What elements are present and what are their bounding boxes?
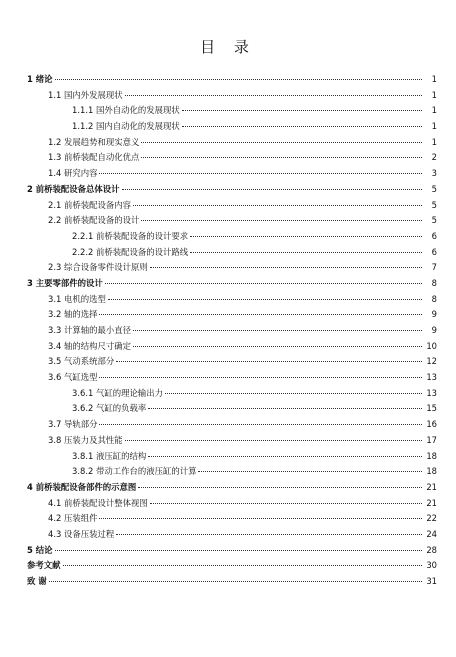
- toc-entry[interactable]: [0, 72, 456, 88]
- toc-entry[interactable]: [0, 496, 456, 512]
- toc-entry-label: 致 谢: [27, 576, 47, 586]
- toc-entry-page-number: 1: [431, 74, 437, 84]
- toc-dot-leader: [99, 518, 422, 519]
- toc-dot-leader: [63, 565, 423, 566]
- toc-dot-leader: [55, 550, 423, 551]
- toc-dot-leader: [138, 487, 422, 488]
- toc-entry-label: 3.5 气动系统部分: [48, 356, 115, 367]
- toc-dot-leader: [99, 424, 422, 425]
- toc-entry-page-number: 22: [426, 513, 437, 524]
- toc-dot-leader: [99, 314, 422, 315]
- toc-entry[interactable]: [0, 354, 456, 370]
- toc-entry[interactable]: [0, 166, 456, 182]
- toc-entry[interactable]: [0, 150, 456, 166]
- toc-entry-label: 3.6 气缸选型: [48, 372, 98, 383]
- toc-entry[interactable]: [0, 229, 456, 245]
- toc-entry-page-number: 8: [431, 277, 437, 288]
- toc-dot-leader: [125, 440, 422, 441]
- toc-entry-page-number: 18: [426, 466, 437, 477]
- toc-entry-page-number: 31: [426, 576, 437, 586]
- toc-entry-label: 3 主要零部件的设计: [27, 277, 103, 288]
- toc-entry-page-number: 30: [426, 560, 437, 571]
- toc-entry[interactable]: [0, 213, 456, 229]
- toc-entry-page-number: 6: [431, 230, 437, 241]
- toc-entry-label: 3.8 压装力及其性能: [48, 434, 123, 445]
- toc-entry-page-number: 24: [426, 528, 437, 539]
- toc-entry-label: 2.3 综合设备零件设计原则: [48, 262, 148, 273]
- toc-entry-label: 1 绪论: [27, 74, 53, 84]
- toc-entry-label: 5 结论: [27, 544, 53, 555]
- toc-entry-label: 1.1 国内外发展现状: [48, 89, 123, 100]
- toc-entry-page-number: 13: [426, 372, 437, 383]
- toc-entry[interactable]: [0, 386, 456, 402]
- toc-dot-leader: [125, 95, 422, 96]
- toc-entry-label: 1.4 研究内容: [48, 168, 98, 179]
- toc-entry-page-number: 5: [431, 183, 437, 194]
- toc-dot-leader: [150, 503, 422, 504]
- toc-dot-leader: [165, 393, 422, 394]
- toc-entry-label: 3.6.1 气缸的理论输出力: [72, 387, 163, 398]
- toc-dot-leader: [99, 173, 422, 174]
- toc-dot-leader: [108, 299, 422, 300]
- toc-dot-leader: [116, 534, 422, 535]
- toc-dot-leader: [198, 471, 422, 472]
- toc-entry-label: 3.8.1 液压缸的结构: [72, 450, 147, 461]
- toc-entry-page-number: 21: [426, 497, 437, 508]
- table-of-contents: [0, 72, 456, 590]
- toc-dot-leader: [133, 205, 422, 206]
- toc-entry-page-number: 9: [431, 309, 437, 320]
- toc-entry[interactable]: [0, 433, 456, 449]
- toc-dot-leader: [182, 110, 422, 111]
- toc-entry-label: 3.4 轴的结构尺寸确定: [48, 340, 131, 351]
- toc-entry-page-number: 1: [431, 121, 437, 132]
- toc-dot-leader: [148, 408, 422, 409]
- toc-dot-leader: [133, 330, 422, 331]
- toc-entry[interactable]: [0, 370, 456, 386]
- toc-entry-page-number: 15: [426, 403, 437, 414]
- toc-dot-leader: [190, 236, 422, 237]
- page-title: 目 录: [200, 38, 256, 56]
- toc-entry-page-number: 1: [431, 89, 437, 100]
- toc-entry[interactable]: [0, 511, 456, 527]
- toc-entry-label: 4.3 设备压装过程: [48, 528, 115, 539]
- toc-entry-label: 2.2.2 前桥装配设备的设计路线: [72, 246, 189, 257]
- toc-dot-leader: [190, 252, 422, 253]
- toc-entry-label: 3.6.2 气缸的负载率: [72, 403, 147, 414]
- toc-dot-leader: [99, 377, 422, 378]
- toc-entry-label: 3.1 电机的选型: [48, 293, 106, 304]
- toc-dot-leader: [133, 346, 422, 347]
- toc-entry[interactable]: [0, 307, 456, 323]
- toc-entry-page-number: 3: [431, 168, 437, 179]
- toc-entry-page-number: 1: [431, 105, 437, 116]
- toc-entry-label: 2.2.1 前桥装配设备的设计要求: [72, 230, 189, 241]
- toc-entry-label: 4.1 前桥装配设计整体视图: [48, 497, 148, 508]
- toc-dot-leader: [141, 157, 422, 158]
- toc-entry-page-number: 6: [431, 246, 437, 257]
- toc-entry-label: 3.3 计算轴的最小直径: [48, 325, 131, 335]
- toc-entry-label: 1.3 前桥装配自动化优点: [48, 152, 140, 163]
- toc-entry-label: 3.7 导轨部分: [48, 419, 98, 430]
- toc-entry[interactable]: [0, 182, 456, 198]
- toc-entry[interactable]: [0, 464, 456, 480]
- toc-entry[interactable]: [0, 260, 456, 276]
- toc-entry[interactable]: [0, 527, 456, 543]
- toc-entry-page-number: 17: [426, 434, 437, 445]
- toc-dot-leader: [150, 267, 422, 268]
- toc-entry[interactable]: [0, 417, 456, 433]
- toc-entry-label: 2.1 前桥装配设备内容: [48, 199, 131, 210]
- toc-dot-leader: [141, 142, 422, 143]
- toc-entry[interactable]: [0, 543, 456, 559]
- toc-dot-leader: [122, 189, 423, 190]
- toc-entry[interactable]: [0, 449, 456, 465]
- toc-entry[interactable]: [0, 558, 456, 574]
- toc-entry-page-number: 21: [426, 481, 437, 492]
- toc-entry-page-number: 9: [431, 325, 437, 335]
- toc-entry[interactable]: [0, 245, 456, 261]
- toc-entry-label: 3.2 轴的选择: [48, 309, 98, 320]
- toc-entry[interactable]: [0, 292, 456, 308]
- toc-dot-leader: [148, 456, 422, 457]
- toc-entry[interactable]: [0, 574, 456, 590]
- toc-entry-page-number: 1: [431, 136, 437, 147]
- toc-entry[interactable]: [0, 401, 456, 417]
- toc-entry-page-number: 2: [431, 152, 437, 163]
- toc-entry-label: 2 前桥装配设备总体设计: [27, 183, 120, 194]
- toc-dot-leader: [141, 220, 422, 221]
- toc-entry[interactable]: [0, 339, 456, 355]
- toc-entry-label: 1.1.1 国外自动化的发展现状: [72, 105, 180, 116]
- toc-entry-page-number: 10: [426, 340, 437, 351]
- toc-entry[interactable]: [0, 323, 456, 339]
- toc-entry-label: 3.8.2 带动工作台的液压缸的计算: [72, 466, 197, 477]
- toc-entry[interactable]: [0, 119, 456, 135]
- toc-entry-page-number: 18: [426, 450, 437, 461]
- toc-entry[interactable]: [0, 276, 456, 292]
- toc-entry-label: 参考文献: [27, 560, 61, 571]
- toc-entry-label: 1.2 发展趋势和现实意义: [48, 136, 140, 147]
- toc-entry-page-number: 5: [431, 215, 437, 226]
- toc-entry-label: 1.1.2 国内自动化的发展现状: [72, 121, 180, 132]
- toc-entry[interactable]: [0, 88, 456, 104]
- toc-entry-label: 4 前桥装配设备部件的示意图: [27, 481, 137, 492]
- toc-entry-page-number: 13: [426, 387, 437, 398]
- toc-dot-leader: [49, 581, 422, 582]
- toc-entry-page-number: 5: [431, 199, 437, 210]
- toc-dot-leader: [105, 283, 422, 284]
- toc-dot-leader: [116, 361, 422, 362]
- toc-entry[interactable]: [0, 135, 456, 151]
- toc-entry[interactable]: [0, 480, 456, 496]
- toc-entry-label: 2.2 前桥装配设备的设计: [48, 215, 140, 226]
- toc-entry[interactable]: [0, 103, 456, 119]
- toc-entry-page-number: 12: [426, 356, 437, 367]
- toc-dot-leader: [55, 79, 423, 80]
- toc-entry[interactable]: [0, 198, 456, 214]
- toc-entry-label: 4.2 压装组件: [48, 513, 98, 524]
- toc-dot-leader: [182, 126, 422, 127]
- toc-entry-page-number: 7: [431, 262, 437, 273]
- toc-entry-page-number: 8: [431, 293, 437, 304]
- toc-entry-page-number: 16: [426, 419, 437, 430]
- toc-entry-page-number: 28: [426, 544, 437, 555]
